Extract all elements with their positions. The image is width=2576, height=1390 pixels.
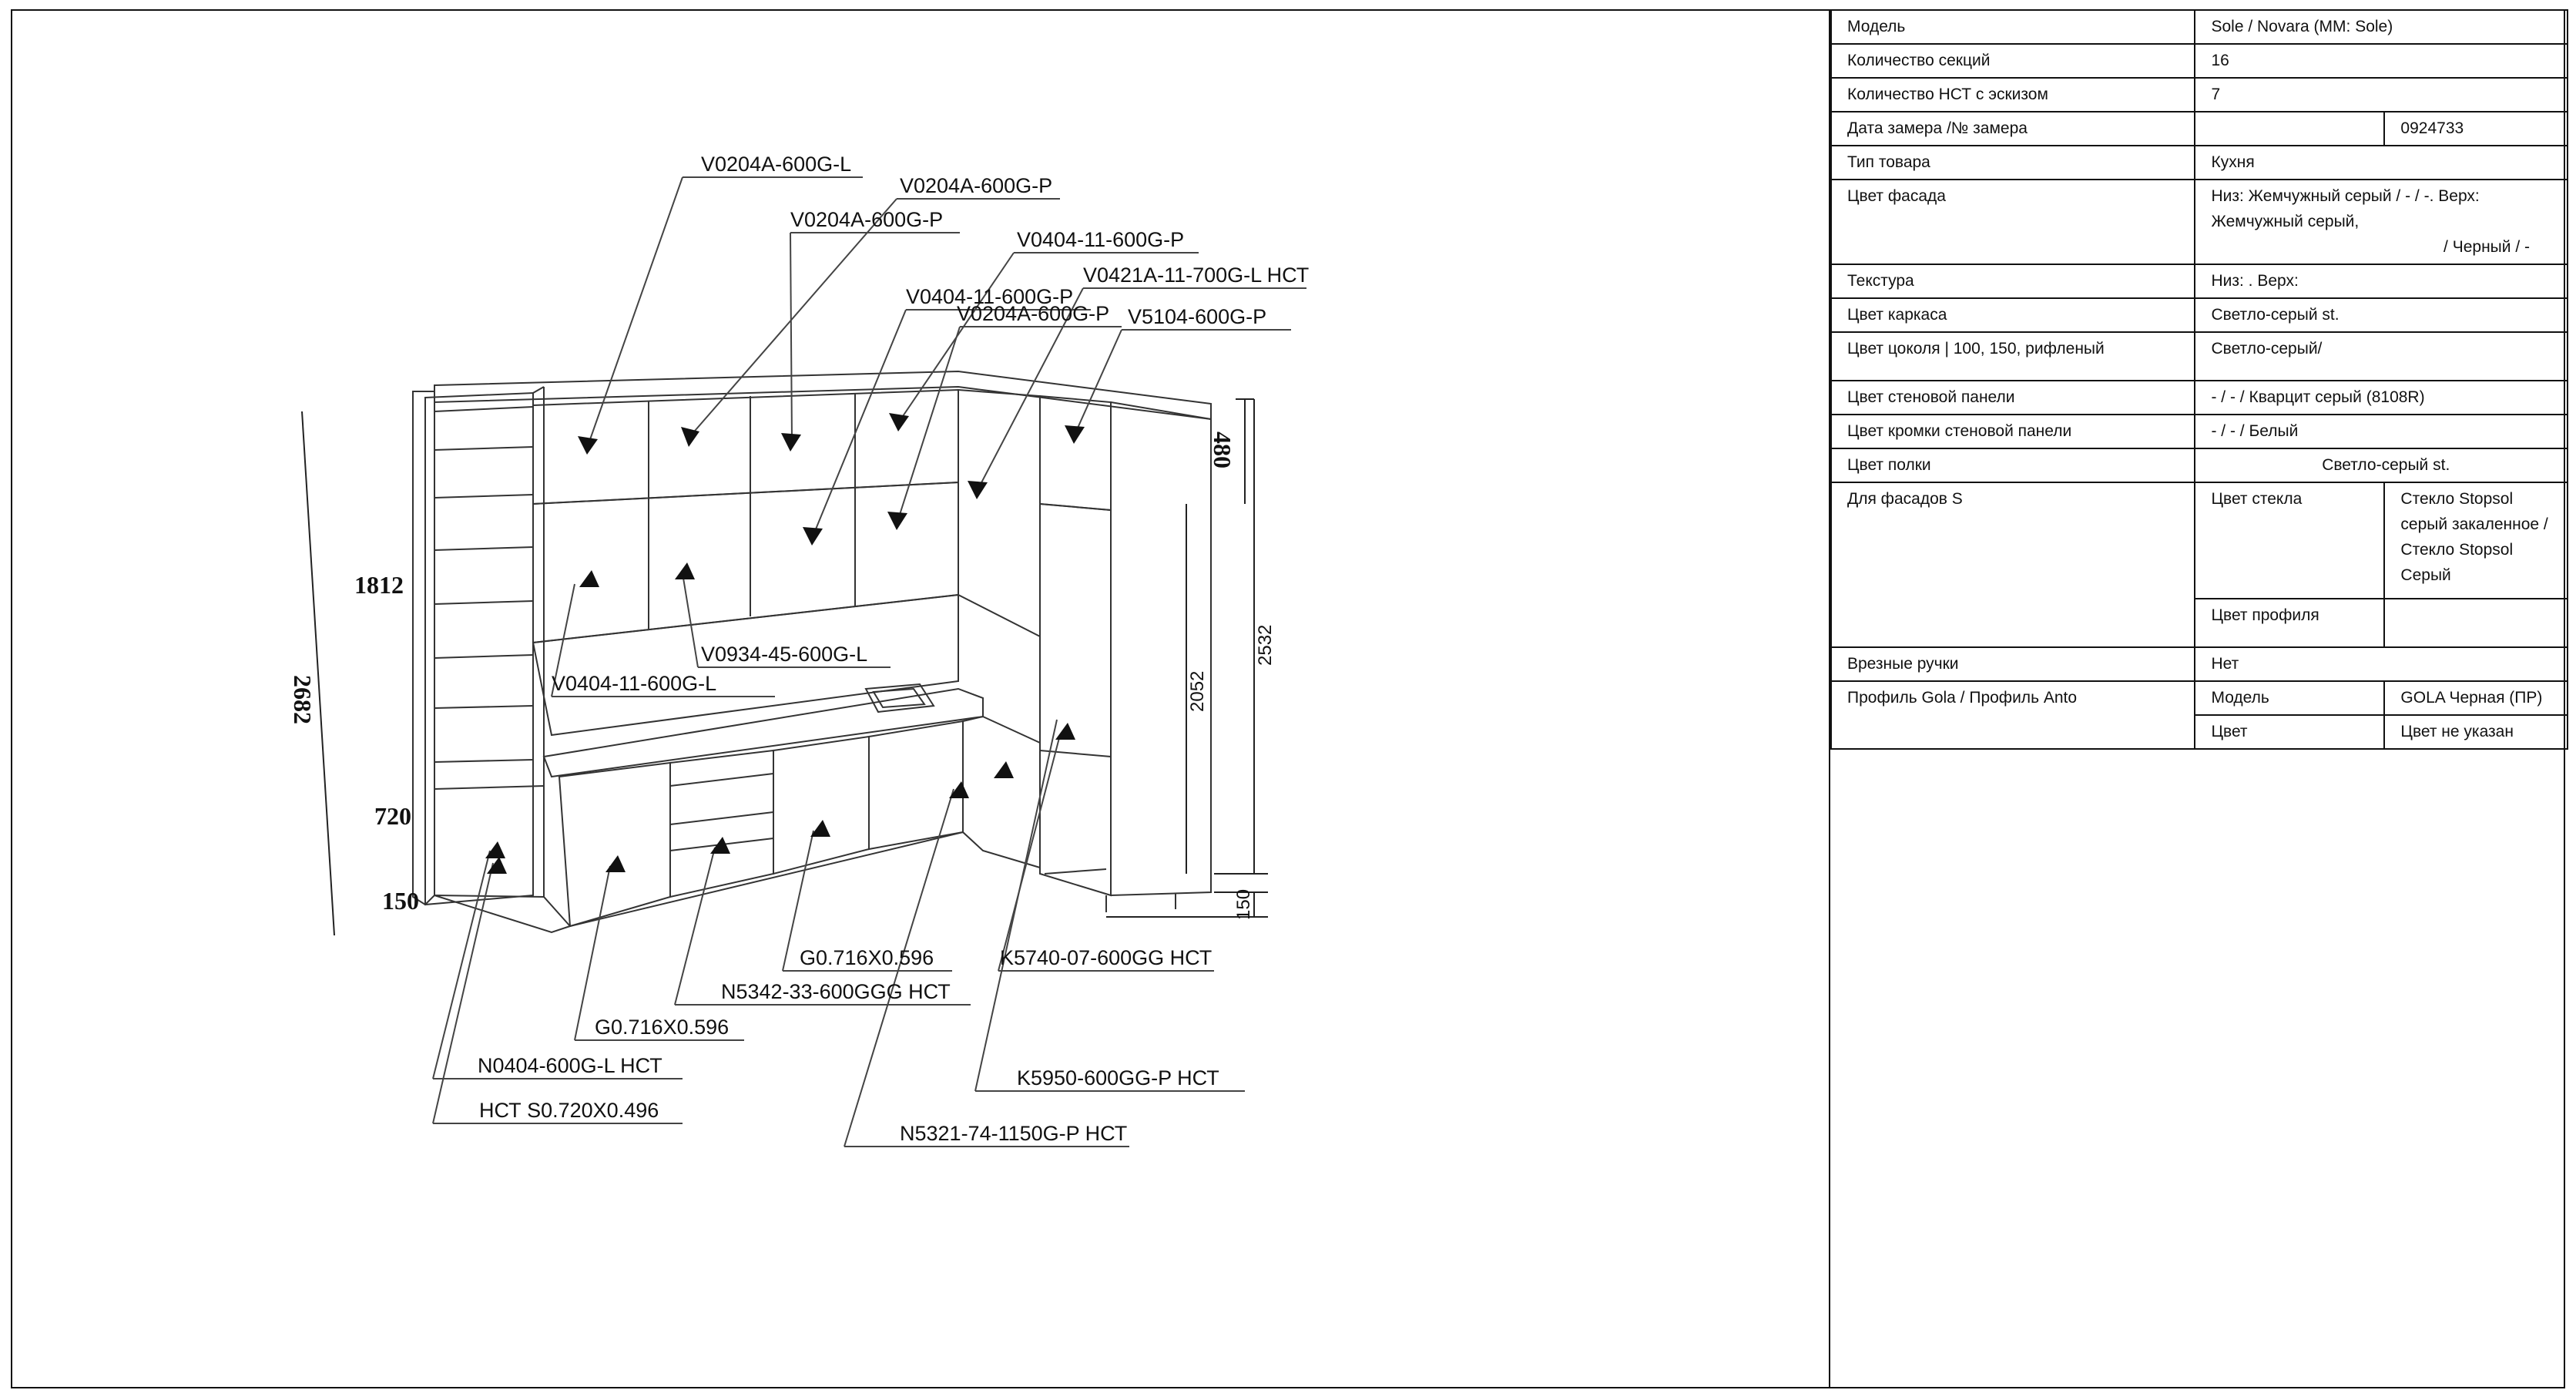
tall-right-side [1111,402,1211,895]
carcass-label: Цвет каркаса [1831,298,2195,332]
table-row [1831,180,2568,264]
wall-edge-label: Цвет кромки стеновой панели [1831,415,2195,448]
date-value [2195,112,2384,146]
table-row [1831,448,2568,482]
facade-color-line1: Низ: Жемчужный серый / - / -. Верх: [2211,187,2480,205]
kitchen-sketch [12,11,1829,1387]
label-k5740: K5740-07-600GG НСТ [1000,946,1213,969]
oven-column [670,750,773,897]
handles-value: Нет [2195,647,2568,681]
dim-plinth-right: 150 [1233,888,1254,920]
facade-color-value [2195,180,2568,264]
dim-upper: 1812 [354,571,404,599]
plinth-value: Светло-серый/ [2195,332,2568,381]
wall-edge-value: - / - / Белый [2195,415,2568,448]
carcass-value: Светло-серый st. [2195,298,2568,332]
label-n0404: N0404-600G-L НСТ [478,1054,662,1077]
wall-panel-label: Цвет стеновой панели [1831,381,2195,415]
profile-color-label: Цвет профиля [2195,599,2384,647]
label-k5950: K5950-600GG-P НСТ [1017,1066,1219,1090]
corner-base [963,717,1040,868]
label-v0934-45-600g-l: V0934-45-600G-L [701,643,868,666]
dim-total-height: 2682 [289,675,317,724]
label-v0404-11-600g-p-2: V0404-11-600G-P [906,285,1074,308]
gola-label: Профиль Gola / Профиль Anto [1831,681,2195,749]
facade-color-line3: / Черный / - [2444,238,2530,256]
profile-color-value [2384,599,2568,647]
table-row [1831,332,2568,381]
label-v0204a-600g-p-3: V0204A-600G-P [957,302,1110,325]
label-n5342: N5342-33-600GGG НСТ [721,980,951,1003]
gola-model-label: Модель [2195,681,2384,715]
table-row [1831,44,2568,78]
label-g0716-2: G0.716X0.596 [595,1016,730,1039]
dim-2052: 2052 [1187,670,1208,712]
plinth-label: Цвет цоколя | 100, 150, рифленый [1831,332,2195,381]
base-cabinet-3 [773,737,869,874]
label-v0404-11-600g-p-1: V0404-11-600G-P [1017,228,1185,251]
dim-line-total [302,411,334,935]
sections-label: Количество секций [1831,44,2195,78]
table-row [1831,298,2568,332]
dim-2532: 2532 [1255,624,1276,666]
texture-label: Текстура [1831,264,2195,298]
spec-sheet [1829,9,2568,1388]
date-label: Дата замера /№ замера [1831,112,2195,146]
table-row [1831,146,2568,180]
shelf-label: Цвет полки [1831,448,2195,482]
corner-upper [958,390,1040,636]
table-row [1831,381,2568,415]
table-row [1831,415,2568,448]
label-v5104-600g-p: V5104-600G-P [1128,305,1267,328]
gola-model-value: GOLA Черная (ПР) [2384,681,2568,715]
left-plinth [434,895,570,932]
table-row [1831,681,2568,715]
model-label: Модель [1831,10,2195,44]
label-v0421a-11-700g-l: V0421A-11-700G-L НСТ [1083,264,1310,287]
texture-value: Низ: . Верх: [2195,264,2568,298]
label-v0204a-600g-p-1: V0204A-600G-P [900,174,1053,197]
wall-panel-value: - / - / Кварцит серый (8108R) [2195,381,2568,415]
table-row [1831,482,2568,599]
shelf-value: Светло-серый st. [2195,448,2568,482]
label-hct-s: НСТ S0.720X0.496 [479,1099,659,1122]
facade-color-line2: Жемчужный серый, [2211,213,2360,230]
spec-table [1830,9,2568,750]
table-row [1831,647,2568,681]
s-facades-label: Для фасадов S [1831,482,2195,647]
label-v0204a-600g-l: V0204A-600G-L [701,153,852,176]
handles-label: Врезные ручки [1831,647,2195,681]
gola-color-value: Цвет не указан [2384,715,2568,749]
glass-color-value: Стекло Stopsol серый закаленное / Стекло Stopsol Серый [2384,482,2568,599]
table-row [1831,264,2568,298]
table-row [1831,112,2568,146]
nst-label: Количество НСТ с эскизом [1831,78,2195,112]
gola-color-label: Цвет [2195,715,2384,749]
sections-value: 16 [2195,44,2568,78]
upper-row-1 [533,390,958,504]
dim-top-right: 480 [1209,431,1236,468]
base-cabinet-1 [559,763,670,926]
label-n5321: N5321-74-1150G-P НСТ [900,1122,1128,1145]
number-value: 0924733 [2384,112,2568,146]
nst-value: 7 [2195,78,2568,112]
tall-right-door [1040,504,1111,895]
table-row [1831,10,2568,44]
facade-color-label: Цвет фасада [1831,180,2195,264]
type-value: Кухня [2195,146,2568,180]
type-label: Тип товара [1831,146,2195,180]
table-row [1831,78,2568,112]
right-upper-cabinet [1040,396,1111,510]
kitchen-drawing [12,11,1829,1387]
countertop [544,689,983,777]
left-shelf-unit [425,393,533,905]
label-g0716-1: G0.716X0.596 [800,946,934,969]
left-unit-side [413,391,434,905]
glass-color-label: Цвет стекла [2195,482,2384,599]
label-v0404-11-600g-l: V0404-11-600G-L [552,672,717,695]
label-v0204a-600g-p-2: V0204A-600G-P [790,208,944,231]
dim-base: 720 [374,802,411,830]
dim-plinth-left: 150 [382,887,419,915]
model-value: Sole / Novara (MM: Sole) [2195,10,2568,44]
base-cabinet-4 [869,721,963,849]
